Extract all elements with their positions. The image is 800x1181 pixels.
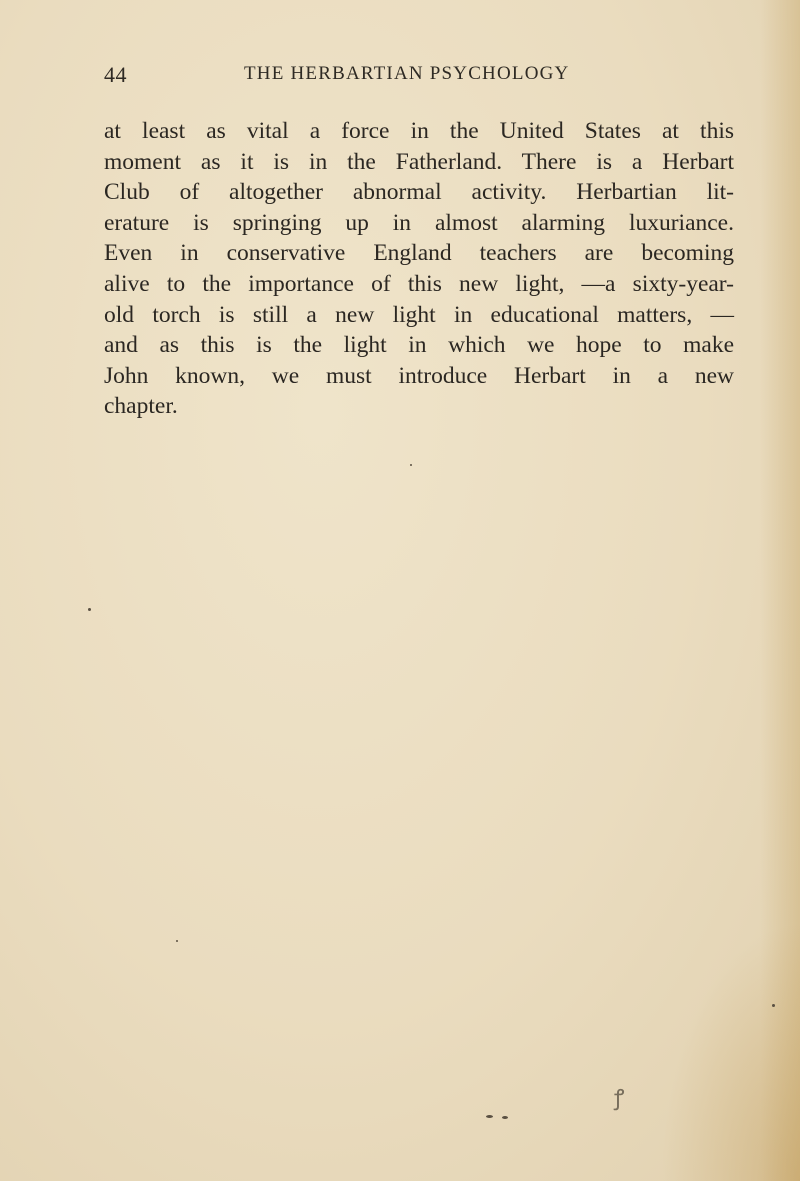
- ink-speck: [88, 608, 91, 611]
- text-line: and as this is the light in which we hope to make: [104, 332, 734, 359]
- page-stain: [660, 921, 800, 1181]
- text-line: Even in conservative England teachers are becoming: [104, 240, 734, 267]
- text-line: John known, we must introduce Herbart in a new: [104, 362, 734, 389]
- ink-speck: [486, 1115, 493, 1118]
- ink-speck: [410, 464, 412, 466]
- text-line: Club of altogether abnormal activity. Herbartian lit-: [104, 179, 734, 206]
- page-number: 44: [104, 62, 127, 87]
- running-title: THE HERBARTIAN PSYCHOLOGY: [244, 63, 570, 84]
- stray-mark-icon: ꝭ: [614, 1086, 625, 1111]
- text-line: at least as vital a force in the United States at this: [104, 118, 734, 144]
- body-paragraph: [104, 116, 734, 422]
- text-line: erature is springing up in almost alarming luxuriance.: [104, 209, 734, 236]
- text-line: old torch is still a new light in educational matters, —: [104, 301, 734, 328]
- ink-speck: [502, 1116, 508, 1119]
- text-line: alive to the importance of this new light, —a sixty-year-: [104, 270, 734, 297]
- ink-speck: [772, 1004, 775, 1007]
- ink-speck: [176, 940, 178, 942]
- text-line: chapter.: [104, 393, 178, 420]
- text-line: moment as it is in the Fatherland. There is a Herbart: [104, 148, 734, 175]
- running-head: [104, 62, 604, 92]
